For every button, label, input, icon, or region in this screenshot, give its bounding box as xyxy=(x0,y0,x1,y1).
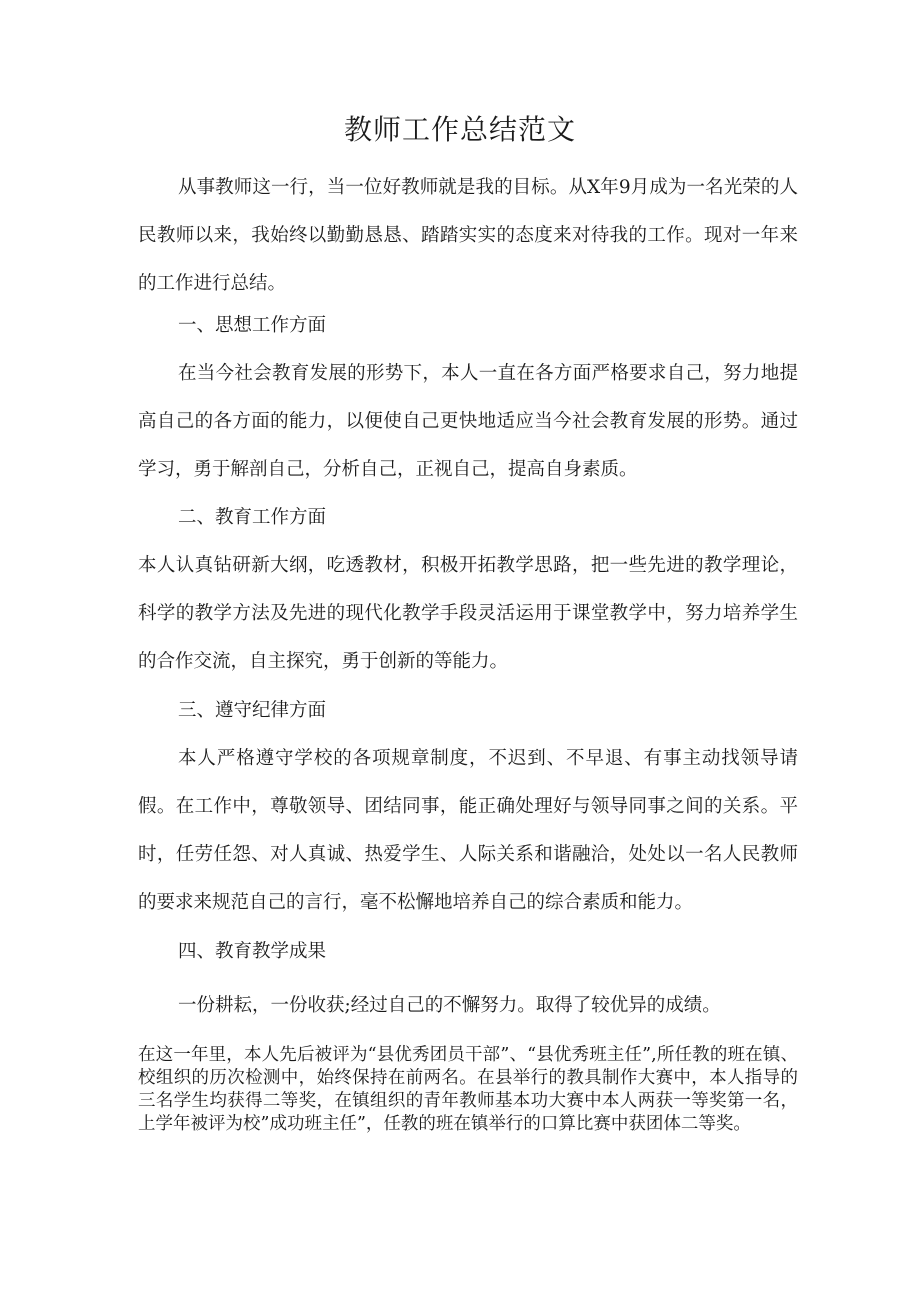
section-heading-3: 三、遵守纪律方面 xyxy=(178,700,327,721)
section-heading-4: 四、教育教学成果 xyxy=(178,941,327,962)
achievements-paragraph: 在这一年里，本人先后被评为“县优秀团员干部”、“县优秀班主任”,所任教的班在镇、校组织的历次检测中，始终保持在前两名。在县举行的教具制作大赛中，本人指导的三名学生均获得二等奖，在镇组织的青年教师基本功大赛中本人两获一等奖第一名，上学年被评为校”成功班主任”，任教的班在镇举行的口算比赛中获团体二等奖。 xyxy=(138,1045,798,1134)
document-title: 教师工作总结范文 xyxy=(343,113,576,146)
section-heading-2: 二、教育工作方面 xyxy=(178,507,327,528)
section-body-3: 本人严格遵守学校的各项规章制度，不迟到、不早退、有事主动找领导请假。在工作中，尊敬领导、团结同事，能正确处理好与领导同事之间的关系。平时，任劳任怨、对人真诚、热爱学生、人际关系和谐融洽，处处以一名人民教师的要求来规范自己的言行，毫不松懈地培养自己的综合素质和能力。 xyxy=(138,748,798,913)
section-heading-1: 一、思想工作方面 xyxy=(178,315,327,336)
intro-paragraph: 从事教师这一行，当一位好教师就是我的目标。从X年9月成为一名光荣的人民教师以来，我始终以勤勤恳恳、踏踏实实的态度来对待我的工作。现对一年来的工作进行总结。 xyxy=(138,177,798,294)
section-body-2: 本人认真钻研新大纲，吃透教材，积极开拓教学思路，把一些先进的教学理论，科学的教学方法及先进的现代化教学手段灵活运用于课堂教学中，努力培养学生的合作交流，自主探究，勇于创新的等能力。 xyxy=(138,555,798,672)
section-body-4: 一份耕耘，一份收获;经过自己的不懈努力。取得了较优异的成绩。 xyxy=(178,995,721,1016)
section-body-1: 在当今社会教育发展的形势下，本人一直在各方面严格要求自己，努力地提高自己的各方面的能力，以便使自己更快地适应当今社会教育发展的形势。通过学习，勇于解剖自己，分析自己，正视自己，提高自身素质。 xyxy=(138,363,798,480)
